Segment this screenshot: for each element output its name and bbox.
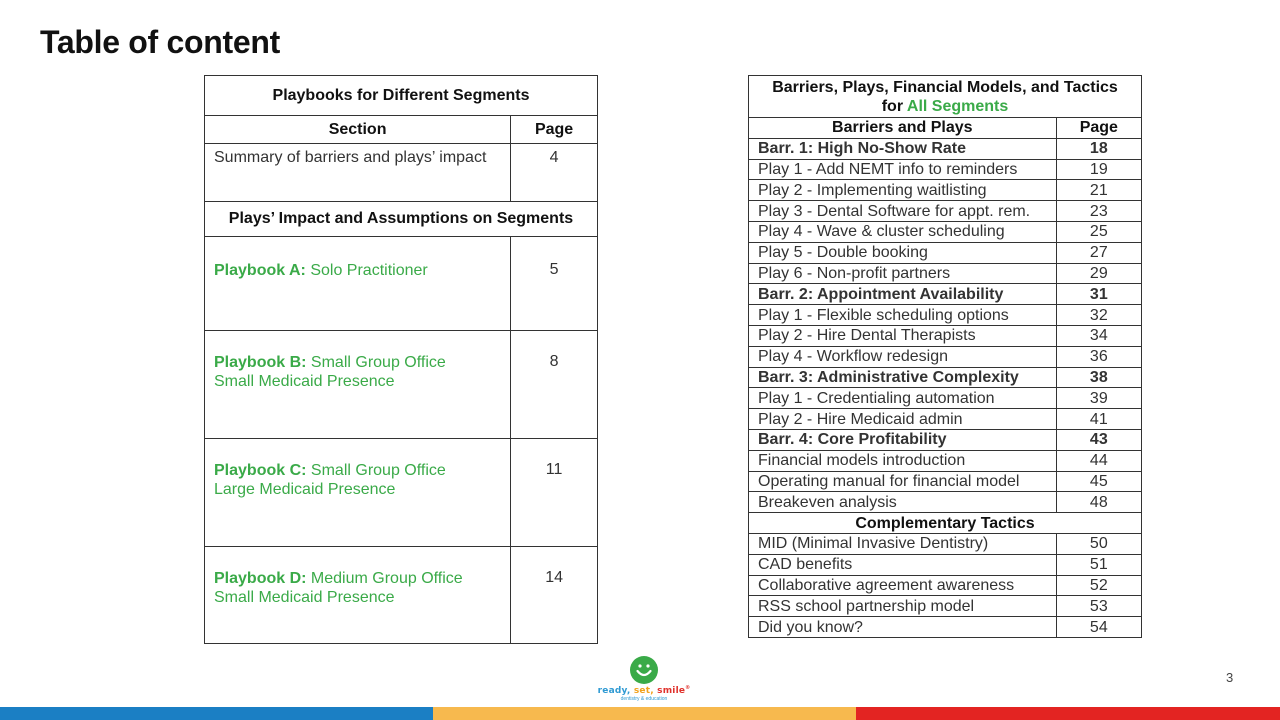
row-label: Barr. 3: Administrative Complexity	[749, 367, 1057, 388]
play-row[interactable]	[749, 201, 1142, 222]
row-page: 39	[1056, 388, 1141, 409]
play-row[interactable]	[749, 305, 1142, 326]
row-page: 53	[1056, 596, 1141, 617]
logo-word-smile: smile	[657, 686, 686, 696]
row-page: 45	[1056, 471, 1141, 492]
row-page: 52	[1056, 575, 1141, 596]
row-label: Financial models introduction	[749, 450, 1057, 471]
play-row[interactable]	[749, 242, 1142, 263]
row-label: Barr. 1: High No-Show Rate	[749, 138, 1057, 159]
page-title: Table of content	[40, 24, 280, 60]
playbook-b-page: 8	[511, 331, 598, 439]
row-label: Barr. 4: Core Profitability	[749, 429, 1057, 450]
row-label: Play 2 - Implementing waitlisting	[749, 180, 1057, 201]
playbook-c-line1: Small Group Office	[310, 462, 446, 479]
tactic-row[interactable]	[749, 533, 1142, 554]
play-row[interactable]	[749, 221, 1142, 242]
playbook-a-page: 5	[511, 237, 598, 331]
play-row[interactable]	[749, 180, 1142, 201]
row-page: 41	[1056, 409, 1141, 430]
row-label: Play 2 - Hire Medicaid admin	[749, 409, 1057, 430]
row-page: 51	[1056, 554, 1141, 575]
logo-wordmark	[596, 685, 692, 696]
row-label: Play 2 - Hire Dental Therapists	[749, 325, 1057, 346]
playbook-b-prefix: Playbook B:	[214, 354, 307, 371]
row-page: 36	[1056, 346, 1141, 367]
row-page: 18	[1056, 138, 1141, 159]
smile-face-icon	[630, 656, 658, 684]
barrier-row[interactable]	[749, 284, 1142, 305]
playbook-c-page: 11	[511, 439, 598, 547]
barrier-row[interactable]	[749, 367, 1142, 388]
playbook-a-prefix: Playbook A:	[214, 262, 306, 279]
playbooks-table-title: Playbooks for Different Segments	[205, 76, 598, 116]
impact-section-header: Plays’ Impact and Assumptions on Segments	[205, 202, 598, 237]
playbook-d-prefix: Playbook D:	[214, 570, 307, 587]
logo-word-ready: ready,	[597, 686, 631, 696]
playbook-d-page: 14	[511, 547, 598, 644]
row-label: CAD benefits	[749, 554, 1057, 575]
playbook-d-row[interactable]	[205, 547, 598, 644]
row-label: Play 4 - Wave & cluster scheduling	[749, 221, 1057, 242]
footer-bar-red	[856, 707, 1280, 720]
row-page: 21	[1056, 180, 1141, 201]
row-page: 43	[1056, 429, 1141, 450]
playbook-b-line2: Small Medicaid Presence	[214, 373, 395, 390]
row-page: 23	[1056, 201, 1141, 222]
playbook-a-line1: Solo Practitioner	[310, 262, 428, 279]
barrier-row[interactable]	[749, 429, 1142, 450]
row-page: 32	[1056, 305, 1141, 326]
tactic-row[interactable]	[749, 554, 1142, 575]
playbook-c-line2: Large Medicaid Presence	[214, 481, 396, 498]
tactic-row[interactable]	[749, 596, 1142, 617]
table-row[interactable]	[205, 144, 598, 202]
summary-page: 4	[511, 144, 598, 202]
play-row[interactable]	[749, 263, 1142, 284]
playbook-b-row[interactable]	[205, 331, 598, 439]
footer-color-bar	[0, 707, 1280, 720]
row-page: 48	[1056, 492, 1141, 513]
barriers-table-title	[749, 76, 1142, 118]
row-page: 25	[1056, 221, 1141, 242]
playbook-c-prefix: Playbook C:	[214, 462, 307, 479]
row-label: Collaborative agreement awareness	[749, 575, 1057, 596]
row-label: Play 4 - Workflow redesign	[749, 346, 1057, 367]
play-row[interactable]	[749, 409, 1142, 430]
playbook-d-line2: Small Medicaid Presence	[214, 589, 395, 606]
play-row[interactable]	[749, 346, 1142, 367]
row-label: Play 6 - Non-profit partners	[749, 263, 1057, 284]
footer-bar-yellow	[433, 707, 856, 720]
row-label: Play 1 - Add NEMT info to reminders	[749, 159, 1057, 180]
playbook-b-line1: Small Group Office	[310, 354, 446, 371]
play-row[interactable]	[749, 159, 1142, 180]
section-column-header: Section	[205, 116, 511, 144]
barriers-title-prefix: for	[881, 97, 904, 115]
playbook-d-line1: Medium Group Office	[310, 570, 463, 587]
barriers-title-line1: Barriers, Plays, Financial Models, and Tactics	[772, 78, 1118, 96]
row-label: Play 5 - Double booking	[749, 242, 1057, 263]
barrier-row[interactable]	[749, 138, 1142, 159]
row-label: Play 1 - Flexible scheduling options	[749, 305, 1057, 326]
row-page: 31	[1056, 284, 1141, 305]
playbook-c-row[interactable]	[205, 439, 598, 547]
tactic-row[interactable]	[749, 575, 1142, 596]
playbooks-table	[204, 75, 598, 644]
row-page: 44	[1056, 450, 1141, 471]
row-label: Operating manual for financial model	[749, 471, 1057, 492]
logo-word-set: set,	[633, 686, 654, 696]
row-page: 38	[1056, 367, 1141, 388]
footer-bar-blue	[0, 707, 433, 720]
row-page: 19	[1056, 159, 1141, 180]
logo-registered-mark: ®	[685, 685, 691, 691]
row-page: 27	[1056, 242, 1141, 263]
row-label: Did you know?	[749, 617, 1057, 638]
play-row[interactable]	[749, 388, 1142, 409]
barriers-table	[748, 75, 1142, 638]
tactic-row[interactable]	[749, 617, 1142, 638]
row-label: Play 1 - Credentialing automation	[749, 388, 1057, 409]
row-label: Barr. 2: Appointment Availability	[749, 284, 1057, 305]
summary-label: Summary of barriers and plays’ impact	[205, 144, 511, 202]
row-page: 34	[1056, 325, 1141, 346]
row-page: 50	[1056, 533, 1141, 554]
play-row[interactable]	[749, 325, 1142, 346]
barriers-title-accent: All Segments	[906, 97, 1009, 115]
play-row[interactable]	[749, 492, 1142, 513]
ready-set-smile-logo	[596, 656, 692, 704]
row-label: MID (Minimal Invasive Dentistry)	[749, 533, 1057, 554]
playbook-a-row[interactable]	[205, 237, 598, 331]
barriers-column-header: Barriers and Plays	[749, 118, 1057, 139]
row-label: Play 3 - Dental Software for appt. rem.	[749, 201, 1057, 222]
row-label: RSS school partnership model	[749, 596, 1057, 617]
play-row[interactable]	[749, 471, 1142, 492]
row-page: 29	[1056, 263, 1141, 284]
logo-tagline: dentistry & education	[620, 696, 668, 702]
tactics-section-header: Complementary Tactics	[749, 513, 1142, 534]
row-page: 54	[1056, 617, 1141, 638]
page-column-header: Page	[511, 116, 598, 144]
barriers-page-column-header: Page	[1056, 118, 1141, 139]
row-label: Breakeven analysis	[749, 492, 1057, 513]
play-row[interactable]	[749, 450, 1142, 471]
page-number: 3	[1226, 670, 1234, 685]
